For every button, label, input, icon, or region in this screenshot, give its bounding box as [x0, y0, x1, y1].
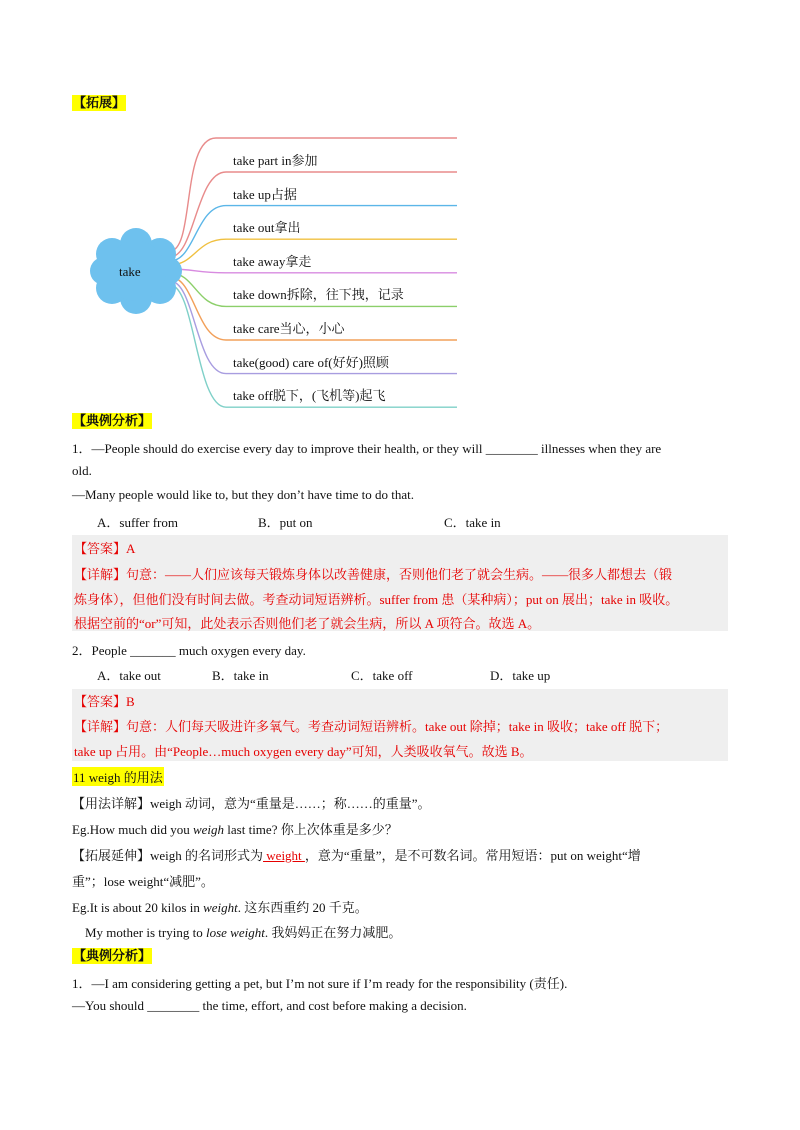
- q1-option-c: C．take in: [444, 515, 501, 530]
- q1-detail-3: 根据空前的“or”可知，此处表示否则他们老了就会生病，所以 A 项符合。故选 A。: [74, 616, 541, 631]
- q1-answer: 【答案】A: [74, 541, 136, 556]
- mindmap-item: take(good) care of(好好)照顾: [233, 354, 389, 370]
- mindmap-item: take away拿走: [233, 253, 312, 269]
- q2-option-d: D．take up: [490, 668, 551, 683]
- q2-detail-2: take up 占用。由“People…much oxygen every day”可知，人类吸收氧气。故选 B。: [74, 744, 533, 759]
- extension-line-2: 重”；lose weight“减肥”。: [72, 874, 214, 889]
- q2-line1: 2．People _______ much oxygen every day.: [72, 643, 306, 658]
- mindmap-branch: [170, 206, 457, 261]
- mindmap-center-label: take: [119, 264, 141, 279]
- q1-detail-1: 【详解】句意：——人们应该每天锻炼身体以改善健康，否则他们老了就会生病。——很多人都想去（锻: [74, 567, 673, 582]
- q1-line3: —Many people would like to, but they don’t have time to do that.: [72, 487, 415, 502]
- mindmap-item: take part in参加: [233, 153, 318, 168]
- mindmap-branch: [170, 172, 457, 257]
- mindmap-item: take out拿出: [233, 220, 301, 236]
- q2-answer: 【答案】B: [74, 694, 135, 709]
- extension-line-1: 【拓展延伸】weigh 的名词形式为 weight ，意为“重量”，是不可数名词。常用短语：put on weight“增: [72, 848, 641, 863]
- mindmap-item: take up占据: [233, 186, 297, 202]
- q1-option-a: A．suffer from: [97, 515, 178, 530]
- mindmap-item: take off脱下，(飞机等)起飞: [233, 388, 386, 404]
- example-tag-1: 【典例分析】: [73, 413, 152, 428]
- q1-line1: 1．—People should do exercise every day to improve their health, or they will ________ illnesses when they are: [72, 441, 662, 456]
- q2-option-b: B．take in: [212, 668, 269, 683]
- mindmap-branch: [170, 239, 457, 265]
- example-tag-2: 【典例分析】: [73, 948, 152, 963]
- example-sentence-2: Eg.It is about 20 kilos in weight. 这东西重约 20 千克。: [72, 900, 368, 915]
- q1-option-b: B．put on: [258, 515, 313, 530]
- q2-option-a: A．take out: [97, 668, 161, 683]
- weight-fill-answer: weight: [263, 848, 305, 863]
- mindmap-item: take care当心，小心: [233, 321, 345, 336]
- take-mindmap: [0, 0, 800, 420]
- example-sentence-1: Eg.How much did you weigh last time? 你上次体重是多少？: [72, 822, 398, 837]
- section-heading: 11 weigh 的用法: [72, 767, 164, 786]
- q3-line2: —You should ________ the time, effort, and cost before making a decision.: [72, 998, 467, 1013]
- mindmap-branch: [170, 269, 457, 273]
- q2-answer-box: [72, 689, 728, 761]
- example-sentence-3: My mother is trying to lose weight. 我妈妈正在努力减肥。: [85, 925, 402, 940]
- q1-detail-2: 炼身体），但他们没有时间去做。考查动词短语辨析。suffer from 患（某种病）；put on 展出；take in 吸收。: [74, 592, 679, 607]
- usage-detail: 【用法详解】weigh 动词，意为“重量是……；称……的重量”。: [72, 796, 431, 811]
- q3-line1: 1．—I am considering getting a pet, but I’m not sure if I’m ready for the responsibility (责任).: [72, 976, 568, 991]
- mindmap-item: take down拆除，往下拽，记录: [233, 287, 404, 303]
- q1-answer-box: [72, 535, 728, 631]
- q2-detail-1: 【详解】句意：人们每天吸进许多氧气。考查动词短语辨析。take out 除掉；take in 吸收；take off 脱下；: [74, 719, 669, 734]
- q2-option-c: C．take off: [351, 668, 413, 683]
- q1-line2: old.: [72, 463, 92, 478]
- expand-tag: 【拓展】: [73, 95, 126, 110]
